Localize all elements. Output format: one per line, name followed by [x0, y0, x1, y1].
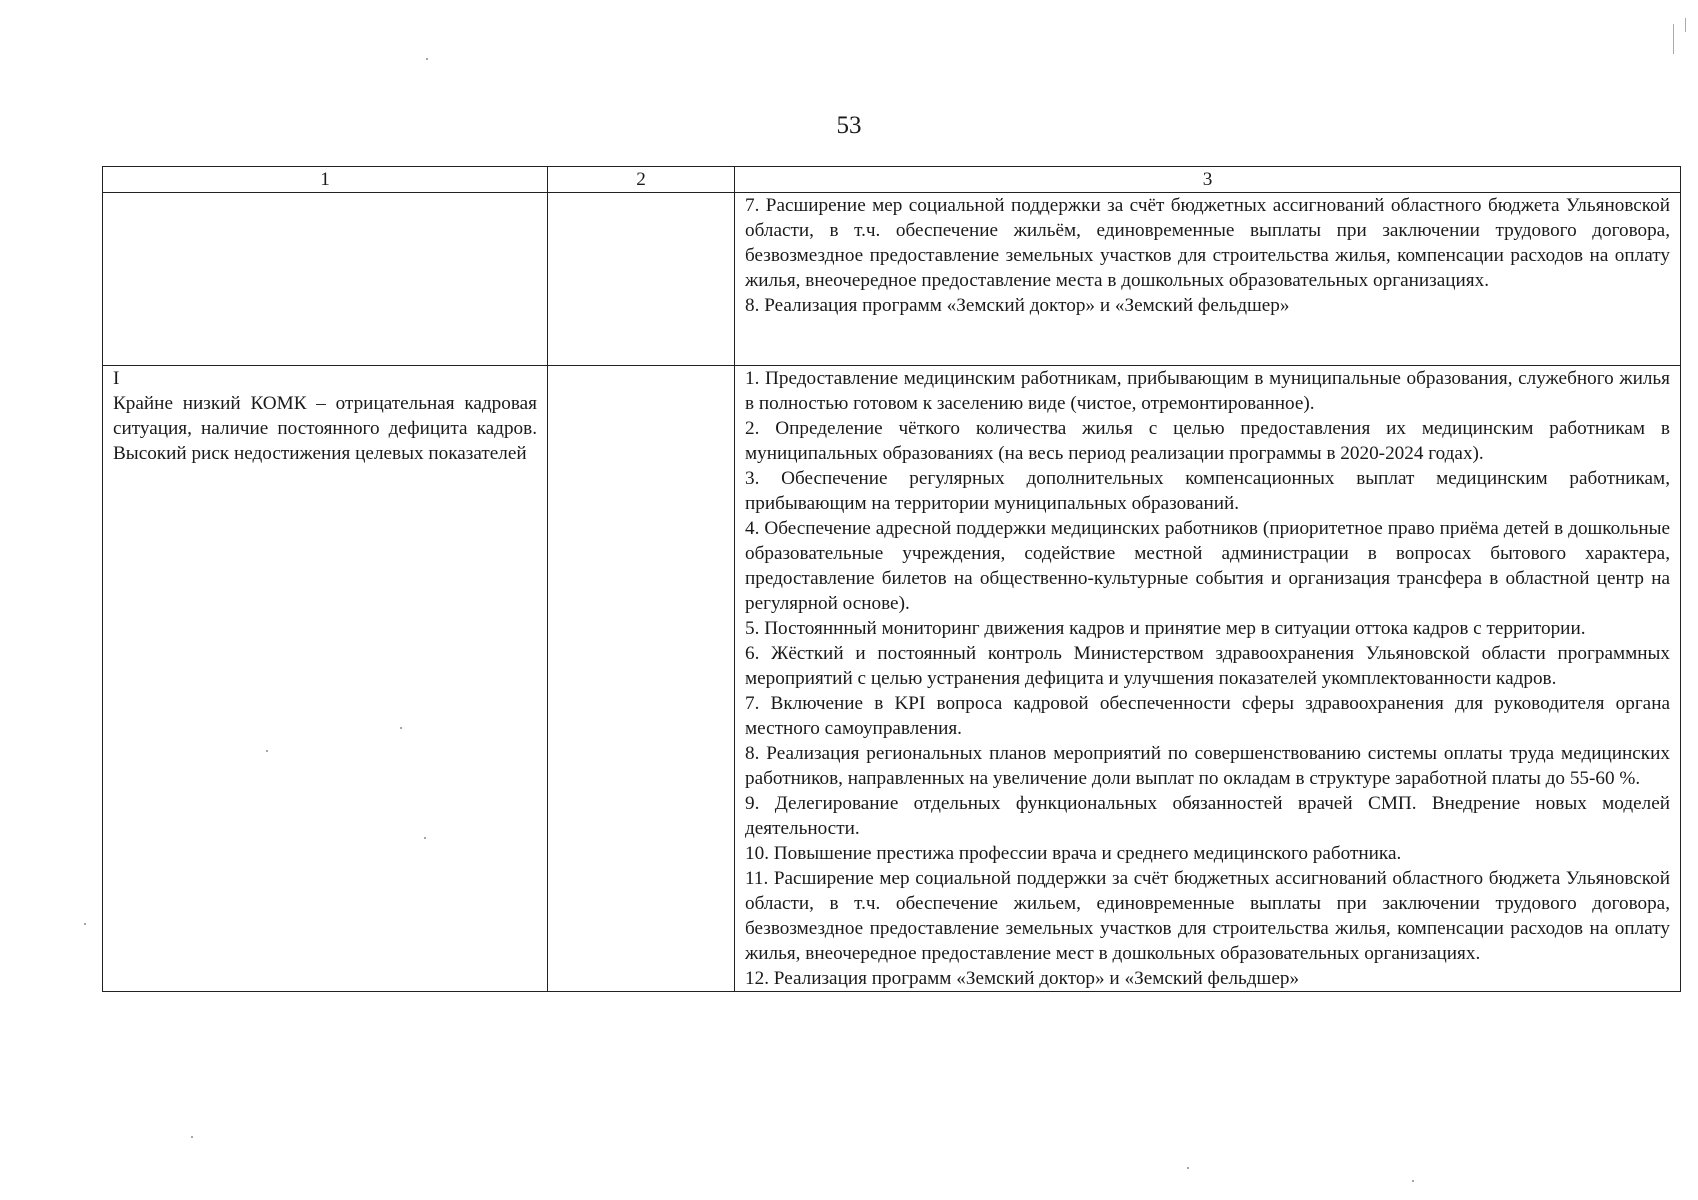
- staffing-level: I: [113, 368, 120, 389]
- measure-item: 4. Обеспечение адресной поддержки медицинских работников (приоритетное право приёма детей в дошкольные образовательные учреждения, содействие местной администрации в вопросах бытового характера, предоставление билетов на общественно-культурные события и организация трансфера в областной центр на регулярной основе).: [745, 518, 1670, 614]
- table-header-row: [103, 167, 1681, 193]
- page-number: 53: [836, 112, 862, 139]
- scan-speck: [1187, 1167, 1189, 1169]
- scan-speck: [426, 58, 428, 60]
- measure-item: 9. Делегирование отдельных функциональных обязанностей врачей СМП. Внедрение новых моделей деятельности.: [745, 793, 1670, 839]
- table-row: [103, 193, 1681, 366]
- measure-item: 5. Постояннный мониторинг движения кадров и принятие мер в ситуации оттока кадров с территории.: [745, 618, 1586, 639]
- measure-item: 8. Реализация региональных планов мероприятий по совершенствованию системы оплаты труда медицинских работников, направленных на увеличение доли выплат по окладам в структуре заработной платы до 55-60 %.: [745, 743, 1670, 789]
- column-header-1: 1: [103, 167, 548, 193]
- measure-item: 7. Включение в KPI вопроса кадровой обеспеченности сферы здравоохранения для руководителя органа местного самоуправления.: [745, 693, 1670, 739]
- measure-item: 7. Расширение мер социальной поддержки за счёт бюджетных ассигнований областного бюджета Ульяновской области, в т.ч. обеспечение жильём, единовременные выплаты при заключении трудового договора, безвозмездное предоставление земельных участков для строительства жилья, компенсации расходов на оплату жилья, внеочередное предоставление места в дошкольных образовательных организациях.: [745, 195, 1670, 291]
- scan-speck: [1412, 1180, 1414, 1182]
- measure-item: 3. Обеспечение регулярных дополнительных компенсационных выплат медицинским работникам, прибывающим на территории муниципальных образований.: [745, 468, 1670, 514]
- table-row: [103, 366, 1681, 992]
- scan-edge-mark: [1685, 18, 1686, 32]
- scan-speck: [424, 837, 426, 839]
- measure-item: 8. Реализация программ «Земский доктор» и «Земский фельдшер»: [745, 295, 1290, 316]
- scan-speck: [266, 750, 268, 752]
- scan-speck: [400, 727, 402, 729]
- scan-speck: [84, 923, 86, 925]
- column-header-2: 2: [548, 167, 735, 193]
- staffing-description: Крайне низкий КОМК – отрицательная кадровая ситуация, наличие постоянного дефицита кадров. Высокий риск недостижения целевых показателей: [113, 393, 537, 464]
- measure-item: 10. Повышение престижа профессии врача и среднего медицинского работника.: [745, 843, 1402, 864]
- measures-table: [102, 166, 1681, 992]
- row-1-col-1: [103, 193, 548, 366]
- measure-item: 6. Жёсткий и постоянный контроль Министерством здравоохранения Ульяновской области программных мероприятий с целью устранения дефицита и улучшения показателей укомплектованности кадров.: [745, 643, 1670, 689]
- row-2-col-3: [735, 366, 1681, 992]
- measure-item: 1. Предоставление медицинским работникам, прибывающим в муниципальные образования, служебного жилья в полностью готовом к заселению виде (чистое, отремонтированное).: [745, 368, 1670, 414]
- row-2-col-1: [103, 366, 548, 992]
- measure-item: 11. Расширение мер социальной поддержки за счёт бюджетных ассигнований областного бюджета Ульяновской области, в т.ч. обеспечение жильем, единовременные выплаты при заключении трудового договора, безвозмездное предоставление земельных участков для строительства жилья, компенсации расходов на оплату жилья, внеочередное предоставление мест в дошкольных образовательных организациях.: [745, 868, 1670, 964]
- row-1-col-3: [735, 193, 1681, 366]
- scan-edge-mark: [1673, 24, 1674, 54]
- row-2-col-2: [548, 366, 735, 992]
- scan-speck: [191, 1136, 193, 1138]
- row-1-col-2: [548, 193, 735, 366]
- measure-item: 12. Реализация программ «Земский доктор» и «Земский фельдшер»: [745, 968, 1300, 989]
- measure-item: 2. Определение чёткого количества жилья с целью предоставления их медицинским работникам в муниципальных образованиях (на весь период реализации программы в 2020-2024 годах).: [745, 418, 1670, 464]
- column-header-3: 3: [735, 167, 1681, 193]
